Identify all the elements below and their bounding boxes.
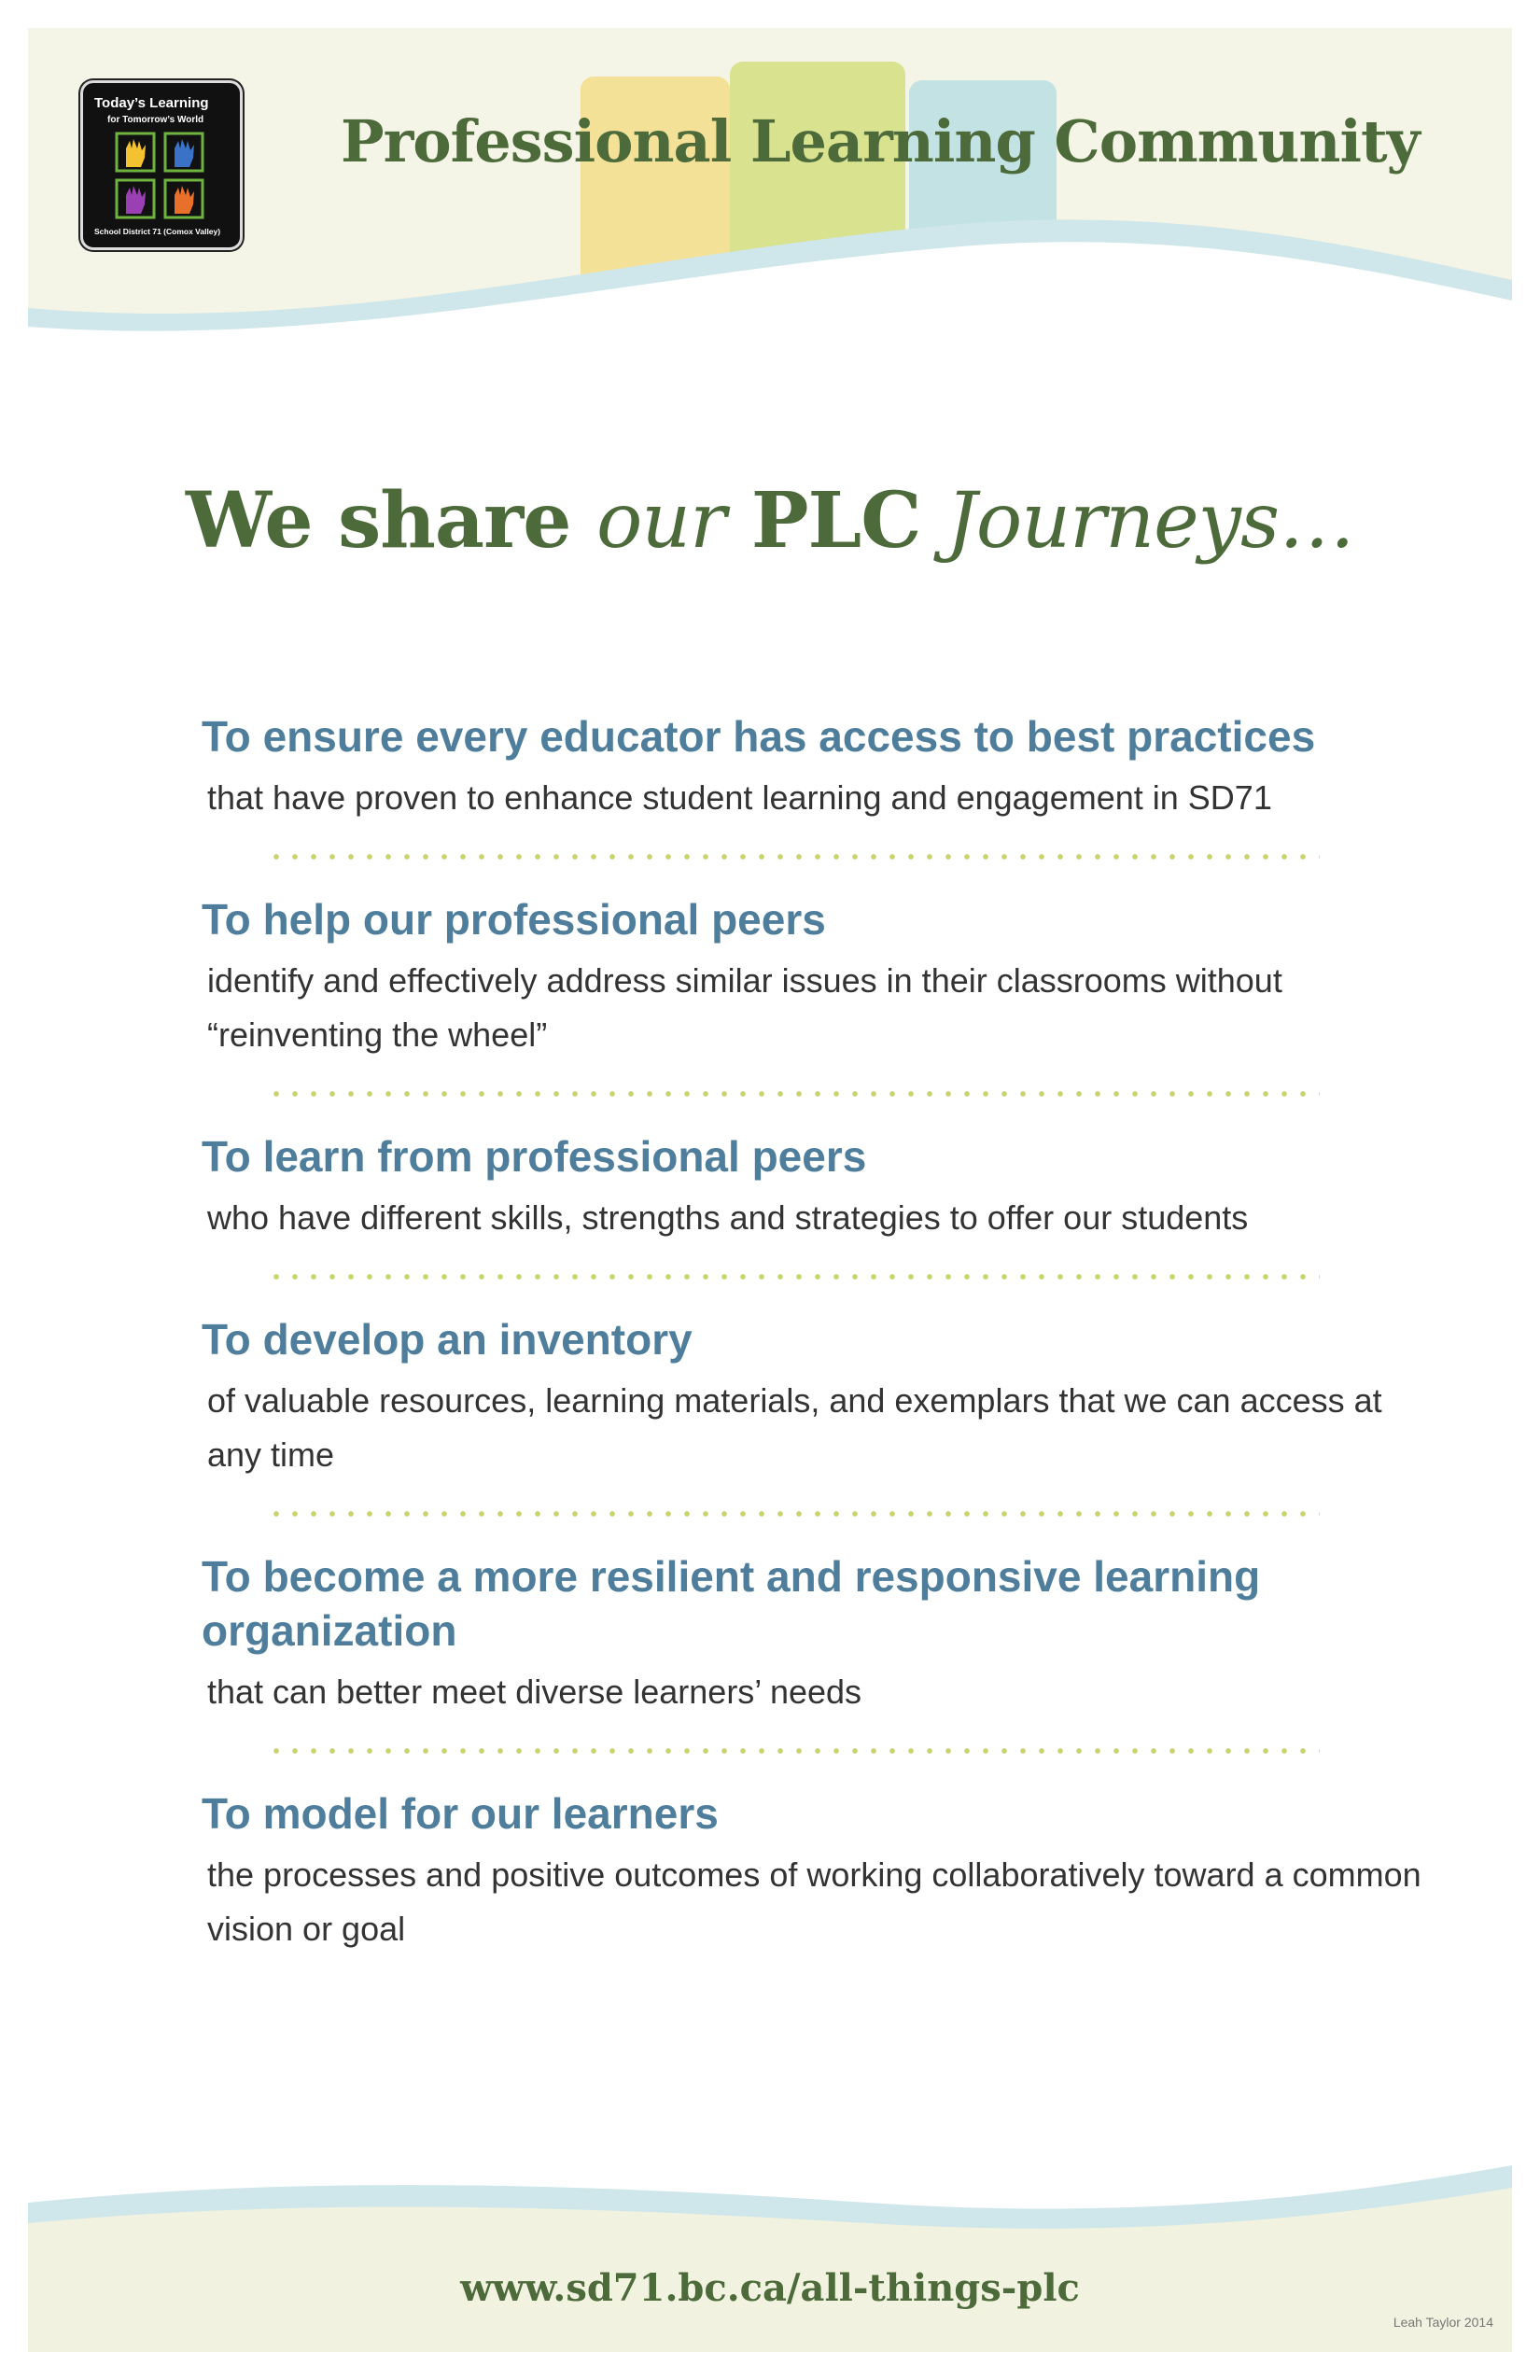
- purpose-list: [202, 709, 1424, 1956]
- blue-hand-icon: [175, 139, 194, 167]
- list-item: [202, 1549, 1424, 1719]
- hand-icons: [117, 133, 203, 217]
- heading-our: our: [595, 477, 726, 566]
- header-title: Professional Learning Community: [341, 107, 1420, 175]
- purple-hand-icon: [126, 186, 146, 214]
- logo-line1: Today’s Learning: [94, 95, 209, 111]
- item-title: To model for our learners: [202, 1789, 719, 1838]
- item-text: the processes and positive outcomes of working collaboratively toward a common vision or goal: [207, 1855, 1421, 1948]
- heading-plc: PLC: [750, 476, 921, 566]
- item-title: To help our professional peers: [202, 895, 826, 944]
- footer-link[interactable]: www.sd71.bc.ca/all-things-plc: [460, 2266, 1080, 2310]
- list-item: [202, 1312, 1424, 1482]
- footer-background: [28, 2165, 1512, 2352]
- main-heading: [28, 476, 1512, 566]
- heading-journeys: Journeys…: [946, 477, 1355, 566]
- dotted-divider: [267, 853, 1320, 861]
- yellow-hand-icon: [126, 139, 146, 167]
- logo-line2: for Tomorrow’s World: [107, 115, 204, 125]
- list-item: [202, 1786, 1424, 1956]
- item-text: that have proven to enhance student learning and engagement in SD71: [207, 778, 1272, 817]
- header-banner: [28, 28, 1512, 336]
- dotted-divider: [267, 1273, 1320, 1281]
- item-text: identify and effectively address similar issues in their classrooms without “reinventing the wheel”: [207, 961, 1282, 1054]
- footer-banner: [28, 2165, 1512, 2352]
- list-item: [202, 1129, 1424, 1245]
- item-text: of valuable resources, learning materials, and exemplars that we can access at any time: [207, 1381, 1382, 1474]
- district-logo: [80, 80, 243, 250]
- dotted-divider: [267, 1747, 1320, 1755]
- logo-district: School District 71 (Comox Valley): [94, 227, 221, 236]
- list-item: [202, 709, 1424, 825]
- item-title: To learn from professional peers: [202, 1132, 867, 1181]
- dotted-divider: [267, 1510, 1320, 1518]
- dotted-divider: [267, 1090, 1320, 1098]
- item-title: To ensure every educator has access to best practices: [202, 712, 1316, 761]
- logo-graphic: [83, 83, 240, 247]
- poster: [28, 28, 1512, 2352]
- heading-we-share: We share: [185, 476, 571, 566]
- orange-hand-icon: [175, 186, 194, 214]
- item-title: To develop an inventory: [202, 1315, 693, 1364]
- list-item: [202, 892, 1424, 1062]
- author-credit: Leah Taylor 2014: [1393, 2315, 1493, 2330]
- item-title: To become a more resilient and responsive learning organization: [202, 1552, 1261, 1655]
- header-background: [28, 28, 1512, 336]
- item-text: who have different skills, strengths and strategies to offer our students: [207, 1198, 1249, 1237]
- item-text: that can better meet diverse learners’ needs: [207, 1673, 862, 1711]
